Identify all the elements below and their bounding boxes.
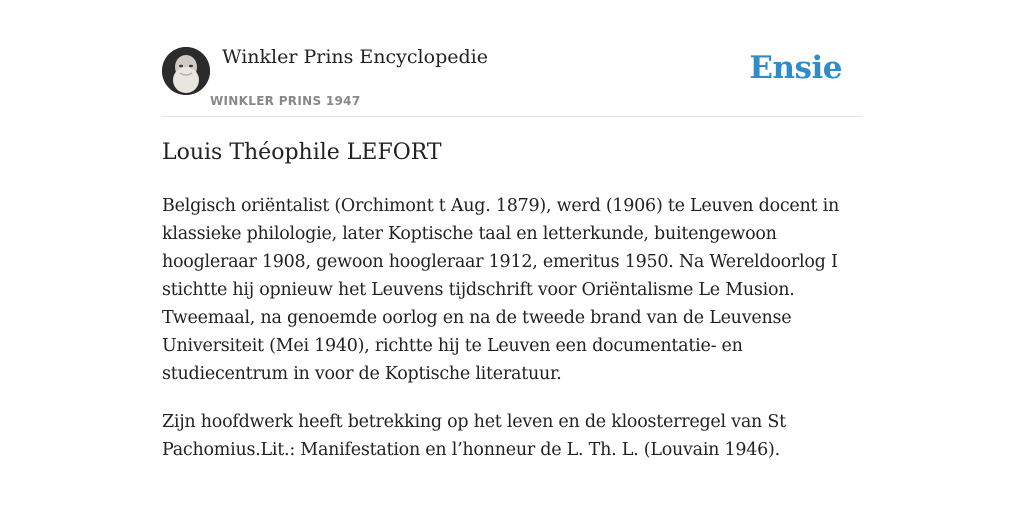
article-body	[162, 192, 862, 484]
article-card	[162, 0, 862, 512]
bearded-man-portrait-icon[interactable]	[162, 47, 210, 95]
site-header	[162, 0, 862, 117]
page-title: Louis Théophile LEFORT	[162, 140, 442, 165]
body-paragraph: Belgisch oriëntalist (Orchimont t Aug. 1879), werd (1906) te Leuven docent in klassieke philologie, later Koptische taal en letterkunde, buitengewoon hoogleraar 1908, gewoon hoogleraar 1912, emeritus 1950. Na Wereldoorlog I stichtte hij opnieuw het Leuvens tijdschrift voor Oriëntalisme Le Musion. Tweemaal, na genoemde oorlog en na de tweede brand van de Leuvense Universiteit (Mei 1940), richtte hij te Leuven een documentatie- en studiecentrum in voor de Koptische literatuur.	[162, 196, 839, 384]
encyclopedia-edition-label: WINKLER PRINS 1947	[210, 94, 361, 108]
body-paragraph: Zijn hoofdwerk heeft betrekking op het leven en de kloosterregel van St Pachomius.Lit.: Manifestation en l’honneur de L. Th. L. (Louvain 1946).	[162, 412, 786, 460]
brand-logo[interactable]: Ensie	[749, 50, 842, 86]
site-name[interactable]: Winkler Prins Encyclopedie	[222, 46, 488, 68]
